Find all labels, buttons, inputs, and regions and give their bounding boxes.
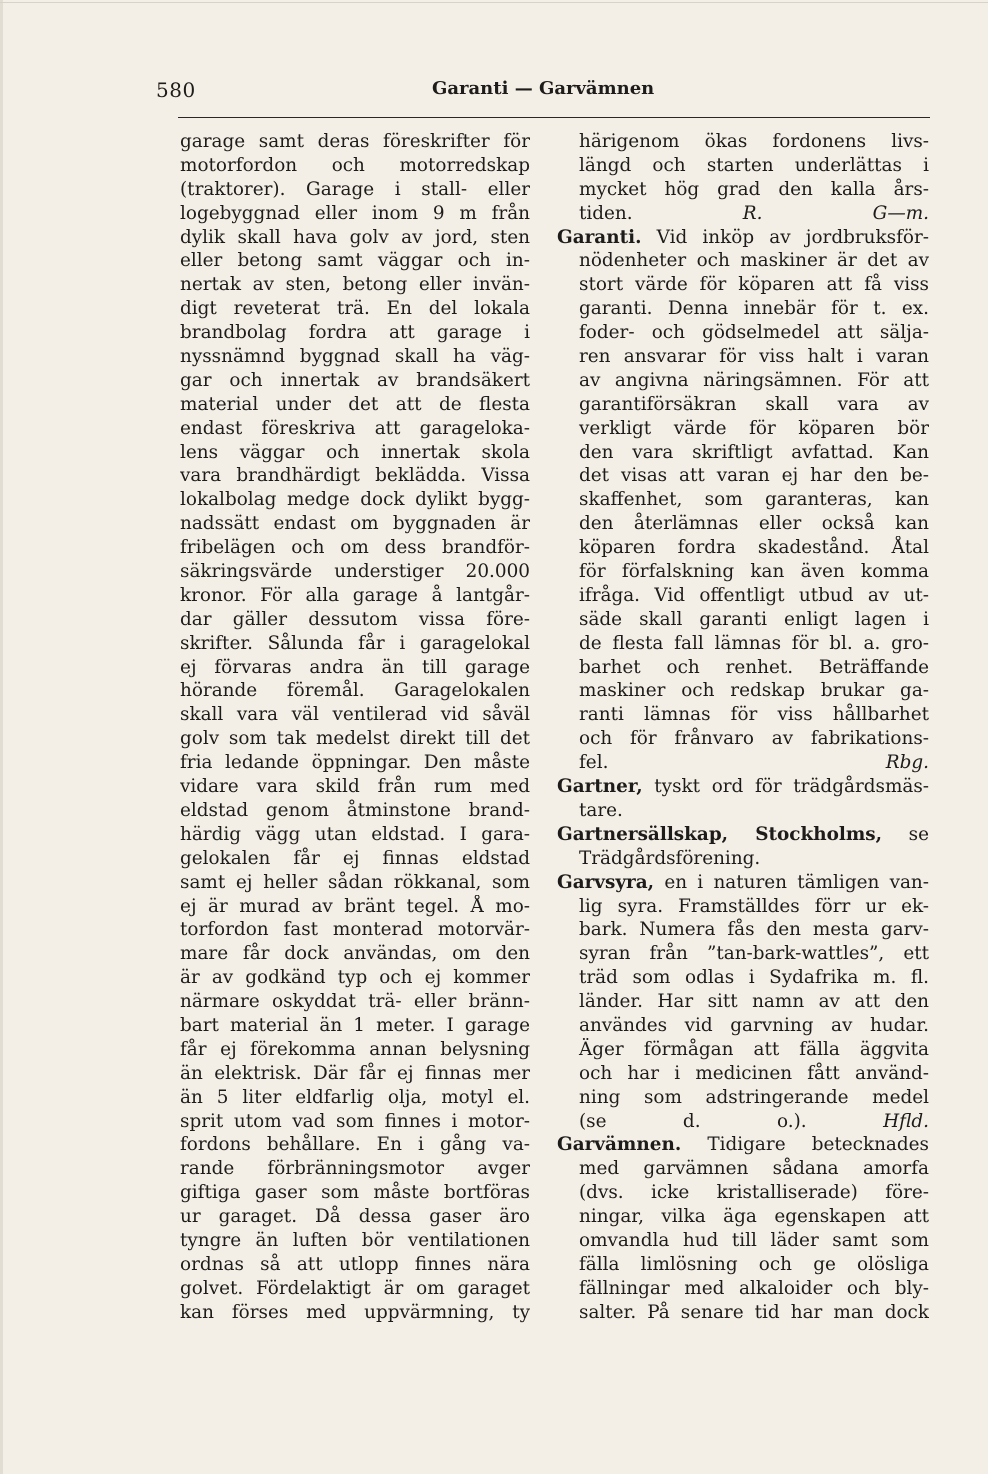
- author-signature: Rbg.: [885, 752, 929, 774]
- text-line: tare.: [579, 799, 623, 821]
- text-line: säde skall garanti enligt lagen i: [579, 608, 929, 630]
- text-line: skrifter. Sålunda får i garagelokal: [180, 632, 530, 654]
- text-line: fälla limlösning och ge olösliga: [579, 1253, 929, 1275]
- entry-garvsyra: [557, 871, 929, 1134]
- text-line: garanti. Denna innebär för t. ex.: [579, 298, 929, 320]
- entry-headword: Gartnersällskap, Stockholms,: [557, 823, 883, 845]
- text-line: mare får dock användas, om den: [180, 943, 530, 965]
- text-line: bark. Numera fås den mesta garv-: [579, 919, 929, 941]
- text-line: nadssätt endast om byggnaden är: [180, 513, 530, 535]
- text-line: den vara skriftligt avfattad. Kan: [579, 441, 929, 463]
- entry-garvamnen: [557, 1133, 929, 1324]
- text-line: endast föreskriva att garageloka-: [180, 417, 530, 439]
- entry-gartnersallskap: [557, 823, 929, 871]
- text-line: garantiförsäkran skall vara av: [579, 393, 929, 415]
- text-line: motorfordon och motorredskap: [180, 154, 530, 176]
- text-line: längd och starten underlättas i: [579, 154, 929, 176]
- text-line: giftiga gaser som måste bortföras: [180, 1182, 530, 1204]
- text-line: ning som adstringerande medel: [579, 1086, 929, 1108]
- text-line: och för frånvaro av fabrikations-: [579, 728, 929, 750]
- text-line: än 5 liter eldfarlig olja, motyl el.: [180, 1086, 530, 1108]
- text-line: (traktorer). Garage i stall- eller: [180, 178, 530, 200]
- text-line: garage samt deras föreskrifter för: [180, 131, 530, 152]
- text-line: Äger förmågan att fälla äggvita: [579, 1038, 929, 1060]
- text-line: nyssnämnd byggnad skall ha väg-: [180, 346, 530, 368]
- text-line: skaffenhet, som garanteras, kan: [579, 489, 929, 511]
- text-line: golvet. Fördelaktigt är om garaget: [180, 1277, 530, 1299]
- text-line: är av godkänd typ och ej kommer: [180, 967, 530, 989]
- text-line: bart material än 1 meter. I garage: [180, 1014, 530, 1036]
- running-title: Garanti — Garvämnen: [432, 78, 655, 99]
- entry-headword: Garanti.: [557, 226, 642, 248]
- text-line: maskiner och redskap brukar ga-: [579, 680, 929, 702]
- text-line: ranti lämnas för viss hållbarhet: [579, 704, 929, 726]
- entry-headword: Gartner,: [557, 776, 643, 798]
- text-line: vidare vara skild från rum med: [180, 776, 530, 798]
- text-line: (dvs. icke kristalliserade) före-: [579, 1182, 929, 1204]
- text-line: kronor. För alla garage å lantgår-: [180, 584, 530, 606]
- text-line: än elektrisk. Där får ej finnas mer: [180, 1062, 530, 1084]
- text-line: lens väggar och innertak skola: [180, 441, 530, 463]
- text-line: med garvämnen sådana amorfa: [579, 1158, 929, 1180]
- page-edge: [0, 0, 3, 1474]
- text-line: mycket hög grad den kalla års-: [579, 178, 929, 200]
- text-line: logebyggnad eller inom 9 m från: [180, 202, 530, 224]
- text-line: omvandla hud till läder samt som: [579, 1229, 929, 1251]
- text-line: ren ansvarar för viss halt i varan: [579, 346, 929, 368]
- text-line: vara brandhärdigt beklädda. Vissa: [180, 465, 530, 487]
- text-line: foder- och gödselmedel att sälja-: [579, 322, 929, 344]
- text-line: salter. På senare tid har man dock: [579, 1301, 929, 1323]
- text-line: lig syra. Framställdes förr ur ek-: [579, 895, 929, 917]
- entry-garanti: [557, 226, 929, 775]
- entry-headword: Garvsyra,: [557, 871, 655, 893]
- text-line: torfordon fast monterad motorvär-: [180, 919, 530, 941]
- text-line: samt ej heller sådan rökkanal, som: [180, 871, 530, 893]
- text-line: fria ledande öppningar. Den måste: [180, 752, 530, 774]
- text-line: Gartnersällskap, Stockholms, se: [557, 823, 929, 845]
- scan-top-rule: [0, 2, 988, 3]
- text-line: säkringsvärde understiger 20.000: [180, 561, 530, 583]
- text-line: och har i medicinen fått använd-: [579, 1062, 929, 1084]
- text-line: ifråga. Vid offentligt utbud av ut-: [579, 584, 929, 606]
- text-line: fel. Rbg.: [579, 752, 929, 774]
- text-line: stort värde för köparen att få viss: [579, 274, 929, 296]
- text-line: köparen fordra skadestånd. Åtal: [579, 537, 929, 559]
- text-line: lokalbolag medge dock dylikt bygg-: [180, 489, 530, 511]
- text-line: fribelägen och om dess brandför-: [180, 537, 530, 559]
- text-line: länder. Har sitt namn av att den: [579, 991, 929, 1013]
- text-line: skall vara väl ventilerad vid såväl: [180, 704, 530, 726]
- left-column: [180, 130, 530, 1325]
- text-line: verkligt värde för köparen bör: [579, 417, 929, 439]
- text-line: träd som odlas i Sydafrika m. fl.: [579, 967, 929, 989]
- text-line: nödenheter och maskiner är det av: [579, 250, 929, 272]
- text-line: kan förses med uppvärmning, ty: [180, 1301, 530, 1323]
- text-line: fordons behållare. En i gång va-: [180, 1134, 530, 1156]
- text-line: för förfalskning kan även komma: [579, 561, 929, 583]
- text-line: material under det att de flesta: [180, 393, 530, 415]
- text-line: dylik skall hava golv av jord, sten: [180, 226, 530, 248]
- entry-continuation: [557, 130, 929, 226]
- text-line: barhet och renhet. Beträffande: [579, 656, 929, 678]
- text-line: ningar, vilka äga egenskapen att: [579, 1206, 929, 1228]
- text-line: närmare oskyddat trä- eller bränn-: [180, 991, 530, 1013]
- text-line: nertak av sten, betong eller invän-: [180, 274, 530, 296]
- text-line: ej är murad av bränt tegel. Å mo-: [180, 895, 530, 917]
- text-line: får ej förekomma annan belysning: [180, 1038, 530, 1060]
- text-line: brandbolag fordra att garage i: [180, 322, 530, 344]
- text-line: Garanti. Vid inköp av jordbruksför-: [557, 226, 929, 248]
- text-line: golv som tak medelst direkt till det: [180, 728, 530, 750]
- entry-headword: Garvämnen.: [557, 1134, 682, 1156]
- text-line: digt reveterat trä. En del lokala: [180, 298, 530, 320]
- text-line: eldstad genom åtminstone brand-: [180, 799, 530, 821]
- text-line: Trädgårdsförening.: [579, 847, 761, 869]
- text-line: fällningar med alkaloider och bly-: [579, 1277, 929, 1299]
- text-line: eller betong samt väggar och in-: [180, 250, 530, 272]
- entry-gartner: [557, 775, 929, 823]
- text-line: sprit utom vad som finnes i motor-: [180, 1110, 530, 1132]
- author-signature: Hfld.: [883, 1110, 929, 1132]
- text-line: Gartner, tyskt ord för trädgårdsmäs-: [557, 776, 929, 798]
- text-line: dar gäller dessutom vissa före-: [180, 608, 530, 630]
- text-line: Garvsyra, en i naturen tämligen van-: [557, 871, 929, 893]
- page-header: [156, 74, 930, 106]
- text-line: ur garaget. Då dessa gaser äro: [180, 1206, 530, 1228]
- text-line: den återlämnas eller också kan: [579, 513, 929, 535]
- text-line: gar och innertak av brandsäkert: [180, 369, 530, 391]
- page-number: 580: [156, 78, 196, 102]
- text-line: syran från ”tan-bark-wattles”, ett: [579, 943, 929, 965]
- text-line: av angivna näringsämnen. För att: [579, 369, 929, 391]
- text-line: härdig vägg utan eldstad. I gara-: [180, 823, 530, 845]
- author-signature: R. G—m.: [742, 202, 929, 224]
- text-line: användes vid garvning av hudar.: [579, 1014, 929, 1036]
- text-line: Garvämnen. Tidigare betecknades: [557, 1134, 929, 1156]
- header-rule: [178, 117, 930, 118]
- text-line: ordnas så att utlopp finnes nära: [180, 1253, 530, 1275]
- text-line: gelokalen får ej finnas eldstad: [180, 847, 530, 869]
- text-line: tiden. R. G—m.: [579, 202, 929, 224]
- text-line: (se d. o.). Hfld.: [579, 1110, 929, 1132]
- text-line: det visas att varan ej har den be-: [579, 465, 929, 487]
- text-line: rande förbränningsmotor avger: [180, 1158, 530, 1180]
- text-line: hörande föremål. Garagelokalen: [180, 680, 530, 702]
- text-line: ej förvaras andra än till garage: [180, 656, 530, 678]
- right-column: [557, 130, 929, 1325]
- text-line: de flesta fall lämnas för bl. a. gro-: [579, 632, 929, 654]
- text-line: härigenom ökas fordonens livs-: [579, 131, 929, 152]
- text-line: tyngre än luften bör ventilationen: [180, 1229, 530, 1251]
